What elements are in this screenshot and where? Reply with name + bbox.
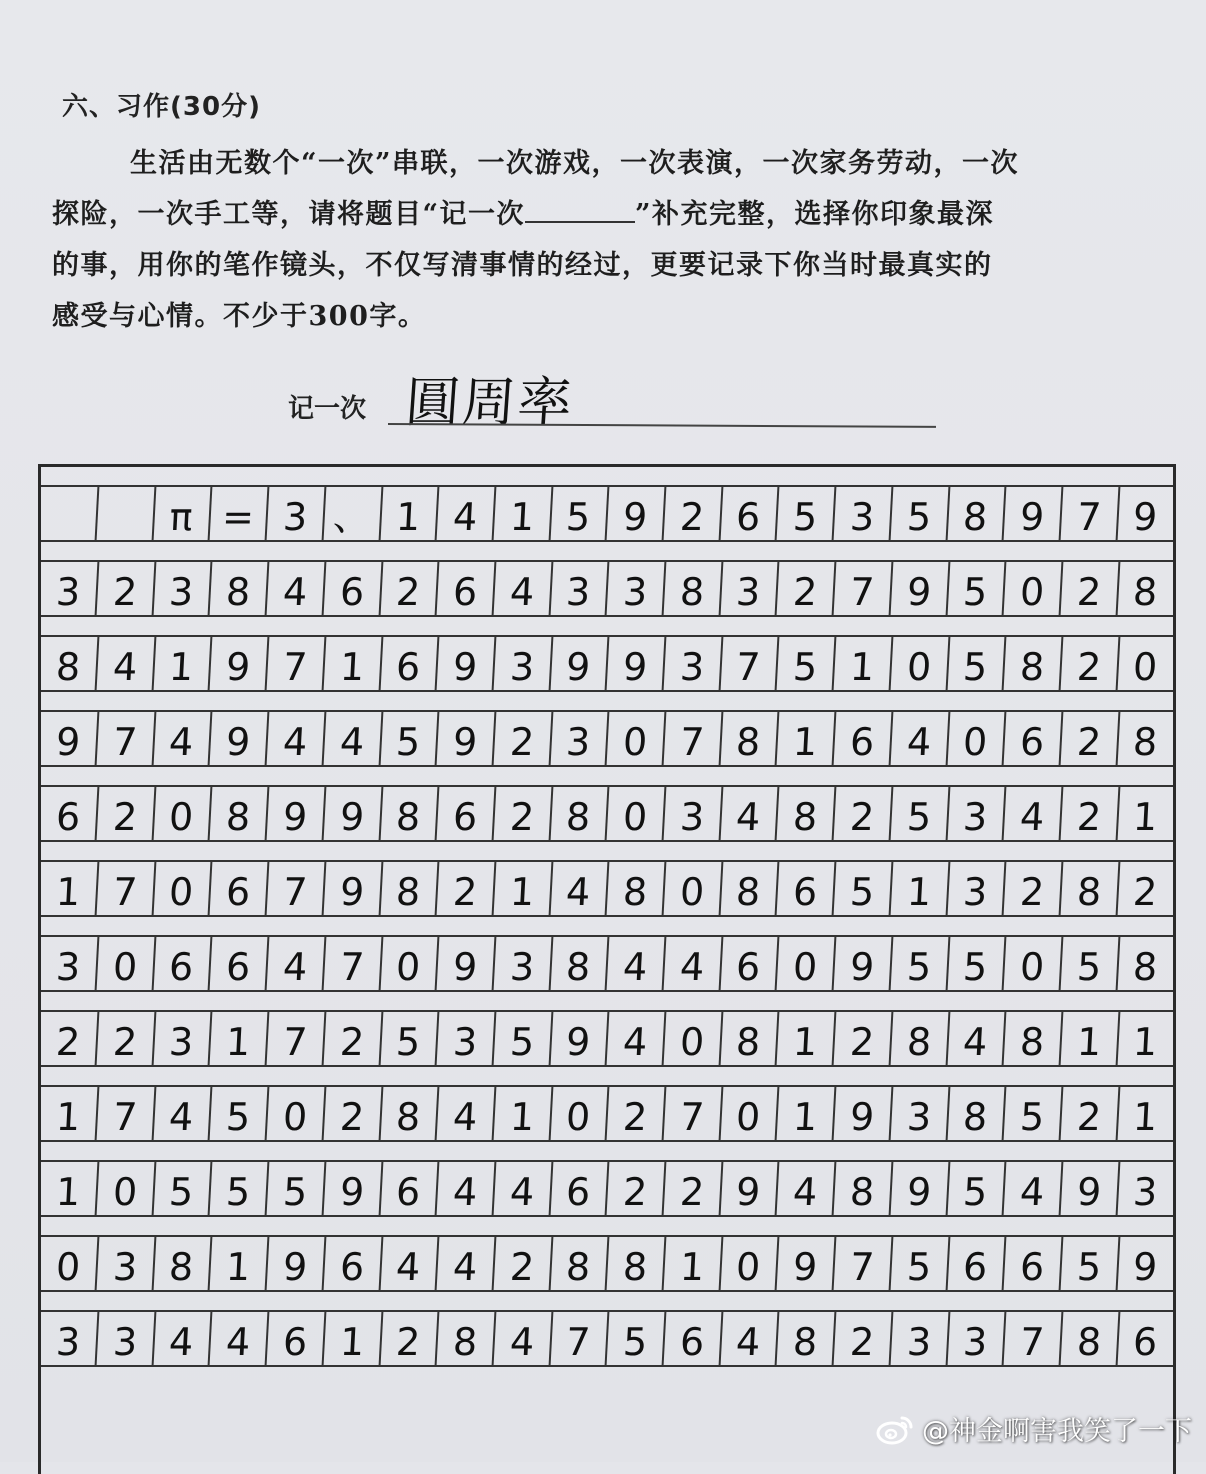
grid-cell: 5 — [380, 1012, 439, 1065]
grid-cell: 0 — [777, 937, 836, 990]
grid-cell: 0 — [607, 787, 666, 840]
grid-cell: 4 — [266, 562, 325, 615]
grid-cell: 6 — [266, 1312, 325, 1365]
grid-cell: 3 — [40, 562, 99, 615]
grid-row-spacer — [41, 767, 1173, 787]
grid-row-spacer — [41, 1292, 1173, 1312]
grid-cell: 2 — [493, 712, 552, 765]
grid-cell: 1 — [777, 1087, 836, 1140]
grid-cell: 1 — [493, 862, 552, 915]
grid-cell: 7 — [96, 1087, 155, 1140]
grid-cell: 8 — [380, 1087, 439, 1140]
grid-cell: 0 — [1004, 562, 1063, 615]
grid-cell: 9 — [210, 712, 269, 765]
prompt-blank — [525, 197, 635, 223]
grid-row-spacer — [41, 542, 1173, 562]
grid-cell: 4 — [720, 787, 779, 840]
grid-row — [41, 1292, 1173, 1367]
grid-cell: π — [153, 487, 212, 540]
grid-cell: 5 — [550, 487, 609, 540]
grid-cell: 4 — [1004, 787, 1063, 840]
grid-cell: 6 — [323, 562, 382, 615]
grid-row — [41, 1217, 1173, 1292]
grid-cell: 9 — [607, 637, 666, 690]
grid-cell: 0 — [1132, 644, 1159, 689]
grid-cell: 1 — [493, 487, 552, 540]
grid-cell: 3 — [833, 487, 892, 540]
grid-cell: 9 — [323, 1162, 382, 1215]
grid-cell: 6 — [720, 937, 779, 990]
grid-cell: 1 — [153, 637, 212, 690]
grid-cell: 4 — [437, 1162, 496, 1215]
grid-cell: 9 — [1132, 1244, 1159, 1289]
grid-cell: 9 — [437, 637, 496, 690]
grid-cell: 6 — [1004, 1237, 1063, 1290]
grid-cell: 4 — [607, 937, 666, 990]
prompt-line-4: 感受与心情。不少于300字。 — [52, 301, 427, 332]
grid-cell: 5 — [1060, 937, 1119, 990]
grid-cell: 5 — [890, 487, 949, 540]
grid-cell: 4 — [890, 712, 949, 765]
grid-cell: 8 — [607, 862, 666, 915]
grid-cell: 8 — [777, 787, 836, 840]
grid-cell: 8 — [720, 1012, 779, 1065]
grid-cell: 4 — [437, 487, 496, 540]
grid-row — [41, 542, 1173, 617]
grid-cell: 4 — [607, 1012, 666, 1065]
grid-cell: 1 — [323, 1312, 382, 1365]
grid-cell: 5 — [890, 787, 949, 840]
grid-cell: 0 — [153, 787, 212, 840]
grid-row-spacer — [41, 917, 1173, 937]
grid-cell: 8 — [833, 1162, 892, 1215]
grid-cell: 8 — [663, 562, 722, 615]
grid-cell: 3 — [890, 1312, 949, 1365]
grid-cell: 6 — [663, 1312, 722, 1365]
grid-row — [41, 1142, 1173, 1217]
grid-cell: 2 — [1060, 787, 1119, 840]
grid-cell: 4 — [1004, 1162, 1063, 1215]
grid-cell: 7 — [550, 1312, 609, 1365]
grid-cells — [41, 1237, 1173, 1292]
grid-cell: 3 — [493, 637, 552, 690]
grid-cell: 0 — [380, 937, 439, 990]
grid-cell: 1 — [663, 1237, 722, 1290]
grid-cell: 5 — [890, 937, 949, 990]
grid-cell: 2 — [833, 787, 892, 840]
grid-cell: 4 — [947, 1012, 1006, 1065]
grid-cell: 0 — [720, 1087, 779, 1140]
watermark — [876, 1409, 1192, 1448]
grid-cell: 7 — [833, 1237, 892, 1290]
grid-cell: 8 — [947, 487, 1006, 540]
grid-cell: 1 — [210, 1237, 269, 1290]
grid-cell: 0 — [266, 1087, 325, 1140]
grid-cell: 7 — [96, 862, 155, 915]
grid-cell: 3 — [947, 1312, 1006, 1365]
grid-row — [41, 467, 1173, 542]
grid-cell: 5 — [947, 562, 1006, 615]
grid-cell: 6 — [437, 787, 496, 840]
grid-cell: 9 — [437, 712, 496, 765]
writing-grid — [38, 464, 1176, 1474]
grid-cell: 1 — [323, 637, 382, 690]
essay-title-handwritten: 圓周率 — [403, 371, 576, 434]
grid-cell: 0 — [153, 862, 212, 915]
grid-cell: 5 — [890, 1237, 949, 1290]
prompt-line-1: 生活由无数个“一次”串联，一次游戏，一次表演，一次家务劳动，一次 — [130, 148, 1020, 179]
grid-cell: 6 — [210, 862, 269, 915]
grid-cell: 1 — [777, 712, 836, 765]
grid-cell: 8 — [720, 712, 779, 765]
prompt-line-2 — [52, 189, 1182, 240]
grid-cell: 7 — [663, 1087, 722, 1140]
grid-cell: 2 — [663, 487, 722, 540]
grid-cell: 2 — [323, 1012, 382, 1065]
grid-cell: 7 — [833, 562, 892, 615]
grid-cell: 8 — [550, 937, 609, 990]
grid-cell: 7 — [720, 637, 779, 690]
grid-cell: 9 — [720, 1162, 779, 1215]
prompt-line-3: 的事，用你的笔作镜头，不仅写清事情的经过，更要记录下你当时最真实的 — [52, 250, 993, 281]
grid-cells — [41, 712, 1173, 767]
grid-cell: 2 — [437, 862, 496, 915]
grid-cell — [96, 487, 155, 540]
grid-cell: 8 — [947, 1087, 1006, 1140]
grid-cell: 8 — [550, 1237, 609, 1290]
grid-row — [41, 692, 1173, 767]
grid-cell: 7 — [266, 637, 325, 690]
grid-cell: 4 — [266, 937, 325, 990]
grid-cell: 2 — [833, 1012, 892, 1065]
grid-cell: 9 — [437, 937, 496, 990]
grid-cell: 0 — [96, 937, 155, 990]
grid-cell: 6 — [210, 937, 269, 990]
grid-cell: 8 — [1004, 1012, 1063, 1065]
prompt-line-2-end: ”补充完整，选择你印象最深 — [635, 199, 995, 230]
grid-cell: 4 — [493, 562, 552, 615]
grid-cell: 6 — [40, 787, 99, 840]
grid-cell: 9 — [777, 1237, 836, 1290]
grid-cell: 1 — [1132, 794, 1159, 839]
essay-title-row — [288, 360, 938, 434]
grid-cell: 8 — [1132, 569, 1159, 614]
grid-cell: 4 — [493, 1312, 552, 1365]
grid-cell: 2 — [1060, 562, 1119, 615]
grid-cell: 7 — [266, 862, 325, 915]
grid-cell: 9 — [550, 1012, 609, 1065]
grid-cells — [41, 1087, 1173, 1142]
grid-cell: 3 — [96, 1237, 155, 1290]
grid-cell: 9 — [1004, 487, 1063, 540]
grid-cell: 0 — [96, 1162, 155, 1215]
grid-cell: 6 — [153, 937, 212, 990]
grid-cell: 4 — [550, 862, 609, 915]
grid-cell: 7 — [323, 937, 382, 990]
grid-row — [41, 992, 1173, 1067]
grid-cell: 5 — [380, 712, 439, 765]
grid-cell: 9 — [266, 1237, 325, 1290]
grid-cell: 3 — [947, 862, 1006, 915]
grid-cell: 7 — [266, 1012, 325, 1065]
grid-cells — [41, 1312, 1173, 1367]
grid-cell: 8 — [777, 1312, 836, 1365]
grid-cell: 0 — [663, 1012, 722, 1065]
grid-cell: 3 — [493, 937, 552, 990]
grid-cell: 9 — [40, 712, 99, 765]
grid-row — [41, 917, 1173, 992]
grid-cell: 6 — [380, 637, 439, 690]
grid-cell: 2 — [40, 1012, 99, 1065]
grid-cell: 8 — [1132, 719, 1159, 764]
grid-cell: 5 — [266, 1162, 325, 1215]
section-heading: 六、习作(30分) — [62, 92, 261, 122]
grid-cell: 5 — [210, 1162, 269, 1215]
grid-cell: 4 — [266, 712, 325, 765]
grid-row — [41, 1067, 1173, 1142]
grid-cell: 6 — [550, 1162, 609, 1215]
essay-prompt — [52, 138, 1182, 342]
grid-cell: 9 — [833, 937, 892, 990]
grid-cell: 3 — [40, 1312, 99, 1365]
grid-cell: 3 — [40, 937, 99, 990]
grid-cell: 9 — [210, 637, 269, 690]
grid-cells — [41, 1162, 1173, 1217]
grid-cells — [41, 637, 1173, 692]
grid-cell: 6 — [380, 1162, 439, 1215]
grid-cell: 1 — [1060, 1012, 1119, 1065]
grid-cell: 2 — [777, 562, 836, 615]
grid-cell: 8 — [1004, 637, 1063, 690]
grid-cell: 9 — [607, 487, 666, 540]
grid-cell: 2 — [323, 1087, 382, 1140]
grid-cells — [41, 1012, 1173, 1067]
grid-cells — [41, 862, 1173, 917]
grid-cell: 3 — [890, 1087, 949, 1140]
grid-cells — [41, 787, 1173, 842]
grid-cell: 8 — [380, 862, 439, 915]
essay-title-prefix: 记一次 — [288, 394, 367, 424]
grid-cell: 7 — [663, 712, 722, 765]
grid-cell: 5 — [607, 1312, 666, 1365]
grid-cell: 9 — [323, 862, 382, 915]
grid-cell: 9 — [1132, 494, 1159, 539]
watermark-text: @神金啊害我笑了一下 — [922, 1416, 1192, 1447]
grid-row-spacer — [41, 692, 1173, 712]
grid-cell: 4 — [437, 1087, 496, 1140]
grid-cell: = — [210, 487, 269, 540]
grid-cell: 3 — [153, 562, 212, 615]
grid-cell: 5 — [833, 862, 892, 915]
grid-row — [41, 617, 1173, 692]
grid-cell: 4 — [663, 937, 722, 990]
grid-cell: 1 — [1132, 1019, 1159, 1064]
grid-row — [41, 842, 1173, 917]
grid-cell: 8 — [550, 787, 609, 840]
grid-cell: 3 — [720, 562, 779, 615]
grid-cell: 0 — [1004, 937, 1063, 990]
grid-cell: 8 — [380, 787, 439, 840]
grid-cell: 7 — [96, 712, 155, 765]
grid-cell: 0 — [663, 862, 722, 915]
grid-cell: 4 — [210, 1312, 269, 1365]
grid-cell: 4 — [323, 712, 382, 765]
grid-cell: 4 — [380, 1237, 439, 1290]
grid-cell: 3 — [607, 562, 666, 615]
weibo-icon — [876, 1412, 916, 1446]
grid-cell: 3 — [96, 1312, 155, 1365]
grid-cell: 2 — [96, 562, 155, 615]
grid-cell: 8 — [153, 1237, 212, 1290]
grid-cell: 6 — [1132, 1319, 1159, 1364]
grid-cell: 6 — [323, 1237, 382, 1290]
grid-cell: 4 — [153, 1087, 212, 1140]
grid-cell: 2 — [380, 562, 439, 615]
grid-row-spacer — [41, 992, 1173, 1012]
grid-cell: 2 — [1060, 712, 1119, 765]
grid-cell: 0 — [890, 637, 949, 690]
grid-cell: 0 — [947, 712, 1006, 765]
grid-cell: 4 — [493, 1162, 552, 1215]
grid-cell: 1 — [40, 1162, 99, 1215]
grid-cell: 0 — [607, 712, 666, 765]
grid-cell: 6 — [833, 712, 892, 765]
grid-cell: 2 — [493, 1237, 552, 1290]
grid-cell: 4 — [96, 637, 155, 690]
grid-cell: 5 — [153, 1162, 212, 1215]
grid-cells — [41, 562, 1173, 617]
grid-cell: 2 — [607, 1087, 666, 1140]
grid-cell: 1 — [210, 1012, 269, 1065]
grid-cell: 9 — [266, 787, 325, 840]
grid-cell: 2 — [493, 787, 552, 840]
grid-cell: 1 — [40, 1087, 99, 1140]
grid-cell: 9 — [1060, 1162, 1119, 1215]
grid-cell: 8 — [720, 862, 779, 915]
grid-cell: 2 — [96, 1012, 155, 1065]
grid-cell: 2 — [833, 1312, 892, 1365]
grid-cell: 5 — [947, 637, 1006, 690]
grid-cell: 3 — [947, 787, 1006, 840]
grid-cell: 9 — [890, 1162, 949, 1215]
grid-cell: 4 — [777, 1162, 836, 1215]
grid-cell: 9 — [323, 787, 382, 840]
grid-cell: 6 — [777, 862, 836, 915]
grid-cell: 5 — [777, 637, 836, 690]
grid-cell: 2 — [96, 787, 155, 840]
grid-cell: 6 — [437, 562, 496, 615]
grid-cell: 8 — [40, 637, 99, 690]
grid-cell: 3 — [663, 787, 722, 840]
grid-cell: 8 — [210, 562, 269, 615]
grid-cell: 3 — [550, 712, 609, 765]
grid-cell: 2 — [1060, 637, 1119, 690]
grid-cell: 3 — [663, 637, 722, 690]
grid-cells — [41, 487, 1173, 542]
grid-cells — [41, 937, 1173, 992]
grid-cell: 6 — [720, 487, 779, 540]
grid-cell: 8 — [1060, 862, 1119, 915]
grid-cell: 1 — [380, 487, 439, 540]
grid-cell: 1 — [1132, 1094, 1159, 1139]
grid-cell: 3 — [153, 1012, 212, 1065]
grid-cell: 5 — [947, 1162, 1006, 1215]
grid-cell: 1 — [493, 1087, 552, 1140]
grid-cell: 5 — [1004, 1087, 1063, 1140]
grid-cell: 3 — [437, 1012, 496, 1065]
grid-cell: 5 — [947, 937, 1006, 990]
grid-row-spacer — [41, 1217, 1173, 1237]
grid-cell: 4 — [153, 712, 212, 765]
grid-cell: 5 — [210, 1087, 269, 1140]
grid-cell: 6 — [1004, 712, 1063, 765]
grid-row — [41, 767, 1173, 842]
grid-cell: 8 — [607, 1237, 666, 1290]
grid-cell: 6 — [947, 1237, 1006, 1290]
grid-cell: 5 — [1060, 1237, 1119, 1290]
grid-cell: 1 — [777, 1012, 836, 1065]
grid-cell — [40, 487, 99, 540]
grid-cell: 5 — [493, 1012, 552, 1065]
grid-cell: 2 — [380, 1312, 439, 1365]
grid-cell: 0 — [550, 1087, 609, 1140]
grid-row-spacer — [41, 1142, 1173, 1162]
grid-row-spacer — [41, 1067, 1173, 1087]
grid-cell: 0 — [40, 1237, 99, 1290]
prompt-line-2-start: 探险，一次手工等，请将题目“记一次 — [52, 199, 526, 230]
grid-row-spacer — [41, 842, 1173, 862]
grid-cell: 8 — [210, 787, 269, 840]
grid-cell: 1 — [40, 862, 99, 915]
grid-cell: 、 — [323, 487, 382, 540]
grid-cell: 5 — [777, 487, 836, 540]
grid-cell: 9 — [833, 1087, 892, 1140]
grid-cell: 9 — [890, 562, 949, 615]
grid-cell: 4 — [153, 1312, 212, 1365]
grid-cell: 0 — [720, 1237, 779, 1290]
grid-cell: 9 — [550, 637, 609, 690]
grid-row-spacer — [41, 617, 1173, 637]
grid-cell: 1 — [833, 637, 892, 690]
grid-cell: 7 — [1060, 487, 1119, 540]
grid-cell: 4 — [720, 1312, 779, 1365]
grid-cell: 8 — [437, 1312, 496, 1365]
grid-cell: 2 — [1060, 1087, 1119, 1140]
grid-cell: 7 — [1004, 1312, 1063, 1365]
grid-cell: 2 — [1004, 862, 1063, 915]
grid-cell: 8 — [1132, 944, 1159, 989]
grid-cell: 3 — [550, 562, 609, 615]
grid-cell: 4 — [437, 1237, 496, 1290]
grid-row-spacer — [41, 467, 1173, 487]
grid-cell: 8 — [890, 1012, 949, 1065]
grid-cell: 2 — [1132, 869, 1159, 914]
grid-cell: 3 — [266, 487, 325, 540]
grid-cell: 8 — [1060, 1312, 1119, 1365]
grid-cell: 2 — [607, 1162, 666, 1215]
grid-cell: 3 — [1132, 1169, 1159, 1214]
grid-cell: 2 — [663, 1162, 722, 1215]
grid-cell: 1 — [890, 862, 949, 915]
